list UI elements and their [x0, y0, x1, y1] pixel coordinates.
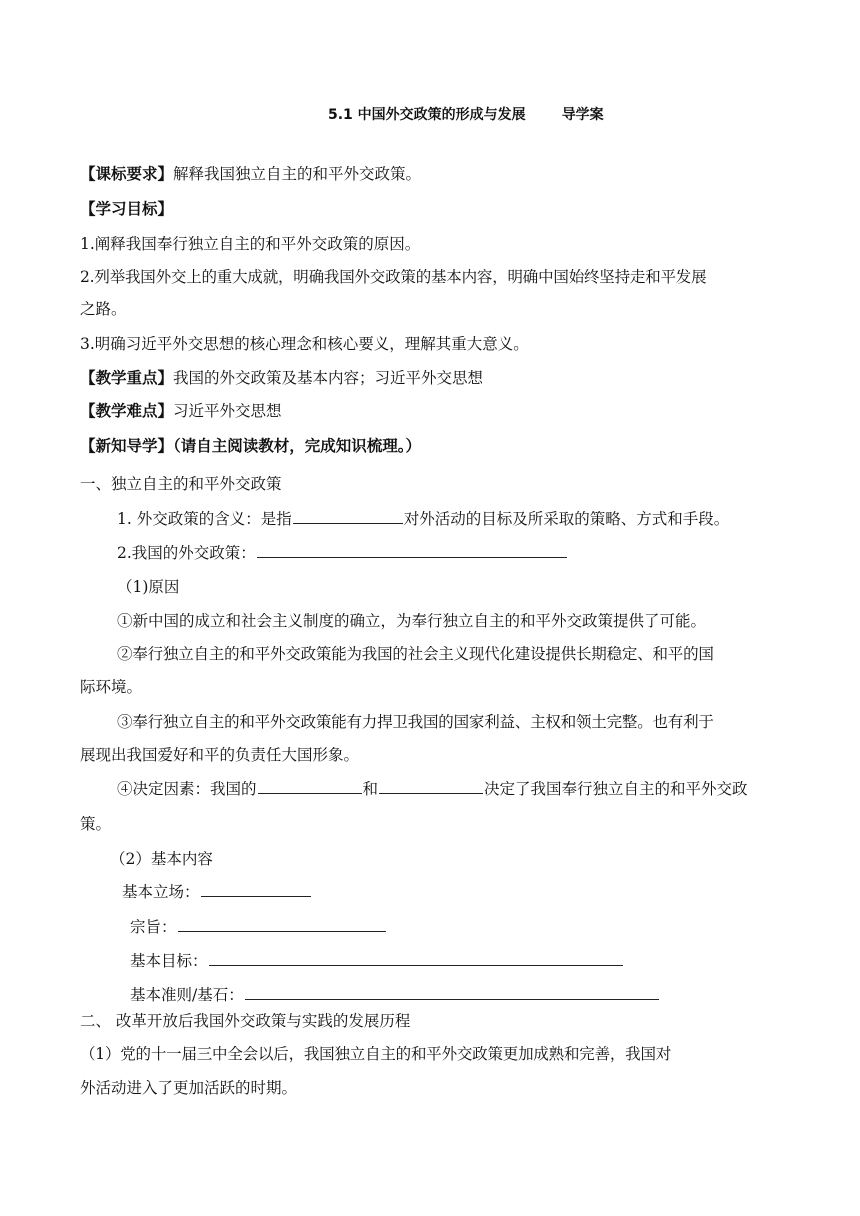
lichang-line	[122, 881, 312, 903]
section2-para-a: （1）党的十一届三中全会以后，我国独立自主的和平外交政策更加成熟和完善，我国对	[80, 1045, 672, 1063]
reason-2b: 际环境。	[80, 678, 143, 696]
reason-4-mid: 和	[362, 780, 379, 798]
blank-field[interactable]	[209, 950, 623, 966]
zhunze-label: 基本准则/基石：	[130, 986, 244, 1004]
kebiao-line	[80, 163, 421, 185]
reason-4-before: ④决定因素：我国的	[117, 780, 257, 798]
reason-2a: ②奉行独立自主的和平外交政策能为我国的社会主义现代化建设提供长期稳定、和平的国	[117, 645, 714, 663]
reason-3b: 展现出我国爱好和平的负责任大国形象。	[80, 746, 360, 764]
jiben-mubiao-label: 基本目标：	[130, 952, 208, 970]
zhongdian-label: 【教学重点】	[80, 369, 174, 387]
section2-para-b: 外活动进入了更加活跃的时期。	[80, 1079, 298, 1097]
blank-field[interactable]	[258, 778, 362, 794]
mubiao-label: 【学习目标】	[80, 200, 174, 218]
s1-definition-after: 对外活动的目标及所采取的策略、方式和手段。	[403, 510, 730, 528]
blank-field[interactable]	[201, 881, 311, 897]
zongzhi-line	[130, 916, 387, 938]
title-suffix: 导学案	[561, 107, 604, 123]
nandian-label: 【教学难点】	[80, 402, 174, 420]
xinzhi-text: （请自主阅读教材，完成知识梳理。）	[173, 437, 422, 455]
page-title	[328, 104, 604, 126]
section1-heading: 一、独立自主的和平外交政策	[80, 475, 282, 493]
reason-4-after: 决定了我国奉行独立自主的和平外交政	[484, 780, 748, 798]
section2-heading: 二、 改革开放后我国外交政策与实践的发展历程	[80, 1012, 411, 1030]
s1-definition-line	[117, 508, 729, 530]
reason-heading: （1)原因	[117, 578, 180, 596]
zhongdian-text: 我国的外交政策及基本内容；习近平外交思想	[173, 369, 484, 387]
kebiao-label: 【课标要求】	[80, 165, 174, 183]
blank-field[interactable]	[257, 542, 567, 558]
reason-1: ①新中国的成立和社会主义制度的确立，为奉行独立自主的和平外交政策提供了可能。	[117, 612, 707, 630]
s1-policy-label: 2.我国的外交政策：	[117, 544, 256, 562]
reason-4b: 策。	[80, 815, 112, 833]
reason-3a: ③奉行独立自主的和平外交政策能有力捍卫我国的国家利益、主权和领土完整。也有利于	[117, 713, 714, 731]
s1-policy-line	[117, 542, 568, 564]
mubiao-item-3: 3.明确习近平外交思想的核心理念和核心要义，理解其重大意义。	[80, 335, 529, 353]
nandian-line	[80, 400, 282, 422]
xinzhi-label: 【新知导学】	[80, 437, 174, 455]
content-heading: （2）基本内容	[110, 850, 213, 868]
zhunze-line	[130, 984, 660, 1006]
mubiao-item-1: 1.阐释我国奉行独立自主的和平外交政策的原因。	[80, 235, 421, 253]
blank-field[interactable]	[245, 984, 659, 1000]
mubiao-item-2b: 之路。	[80, 300, 127, 318]
zhongdian-line	[80, 367, 483, 389]
title-main: 5.1 中国外交政策的形成与发展	[328, 107, 526, 123]
nandian-text: 习近平外交思想	[173, 402, 282, 420]
s1-definition-before: 1. 外交政策的含义：是指	[117, 510, 292, 528]
mubiao-line	[130, 950, 624, 972]
blank-field[interactable]	[178, 916, 386, 932]
mubiao-item-2a: 2.列举我国外交上的重大成就，明确我国外交政策的基本内容，明确中国始终坚持走和平发展	[80, 268, 707, 286]
lichang-label: 基本立场：	[122, 883, 200, 901]
blank-field[interactable]	[293, 508, 403, 524]
reason-4a	[117, 778, 748, 800]
blank-field[interactable]	[379, 778, 483, 794]
zongzhi-label: 宗旨：	[130, 918, 177, 936]
xinzhi-line	[80, 435, 421, 457]
kebiao-text: 解释我国独立自主的和平外交政策。	[173, 165, 422, 183]
